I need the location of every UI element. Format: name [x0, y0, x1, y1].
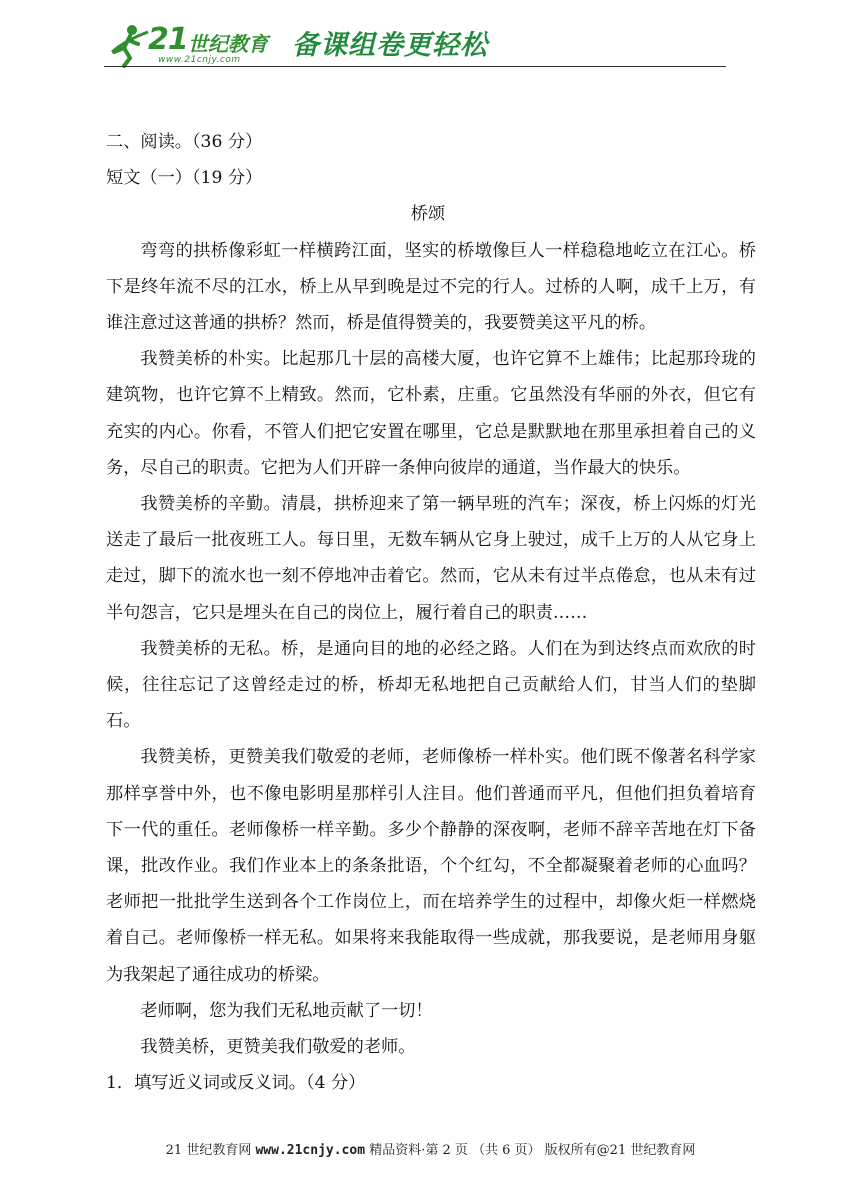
paragraph: 我赞美桥的朴实。比起那几十层的高楼大厦，也许它算不上雄伟；比起那玲珑的建筑物，也许它算不上精致。然而，它朴素，庄重。它虽然没有华丽的外衣，但它有充实的内心。你看，不管人们把它安置在哪里，它总是默默地在那里承担着自己的义务，尽自己的职责。它把为人们开辟一条伸向彼岸的通道，当作最大的快乐。	[106, 349, 756, 478]
paragraph: 我赞美桥，更赞美我们敬爱的老师，老师像桥一样朴实。他们既不像著名科学家那样享誉中外，也不像电影明星那样引人注目。他们普通而平凡，但他们担负着培育下一代的重任。老师像桥一样辛勤。多少个静静的深夜啊，老师不辞辛苦地在灯下备课，批改作业。我们作业本上的条条批语，个个红勾，不全都凝聚着老师的心血吗？老师把一批批学生送到各个工作岗位上，而在培养学生的过程中，却像火炬一样燃烧着自己。老师像桥一样无私。如果将来我能取得一些成就，那我要说，是老师用身躯为我架起了通往成功的桥梁。	[106, 747, 756, 985]
header-divider	[104, 66, 726, 67]
logo-text: 世纪教育	[188, 32, 268, 56]
footer-site: 21 世纪教育网	[165, 1143, 252, 1158]
paragraph: 我赞美桥的无私。桥，是通向目的地的必经之路。人们在为到达终点而欢欣的时候，往往忘记了这曾经走过的桥，桥却无私地把自己贡献给人们，甘当人们的垫脚石。	[106, 638, 756, 732]
page-footer	[0, 1139, 861, 1158]
logo-number: 21	[148, 22, 188, 57]
document-body	[106, 124, 756, 1101]
footer-url[interactable]: www.21cnjy.com	[255, 1143, 366, 1158]
header-slogan: 备课组卷更轻松	[292, 30, 488, 61]
passage-title: 桥颂	[410, 204, 446, 225]
footer-page-label: 精品资料·第 2 页 （共 6 页）	[369, 1143, 541, 1158]
footer-copyright: 版权所有@21 世纪教育网	[544, 1143, 696, 1158]
logo-url: www.21cnjy.com	[158, 55, 241, 65]
passage-label: 短文（一）（19 分）	[106, 168, 263, 189]
paragraph: 老师啊，您为我们无私地贡献了一切！	[140, 1000, 433, 1021]
section-heading: 二、阅读。（36 分）	[106, 132, 263, 152]
question-1: 1．填写近义词或反义词。（4 分）	[106, 1073, 366, 1094]
paragraph: 弯弯的拱桥像彩虹一样横跨江面，坚实的桥墩像巨人一样稳稳地屹立在江心。桥下是终年流不尽的江水，桥上从早到晚是过不完的行人。过桥的人啊，成千上万，有谁注意过这普通的拱桥？然而，桥是值得赞美的，我要赞美这平凡的桥。	[106, 240, 756, 334]
paragraph: 我赞美桥的辛勤。清晨，拱桥迎来了第一辆早班的汽车；深夜，桥上闪烁的灯光送走了最后一批夜班工人。每日里，无数车辆从它身上驶过，成千上万的人从它身上走过，脚下的流水也一刻不停地冲击着它。然而，它从未有过半点倦怠，也从未有过半句怨言，它只是埋头在自己的岗位上，履行着自己的职责……	[106, 494, 756, 623]
paragraph: 我赞美桥，更赞美我们敬爱的老师。	[140, 1037, 416, 1058]
